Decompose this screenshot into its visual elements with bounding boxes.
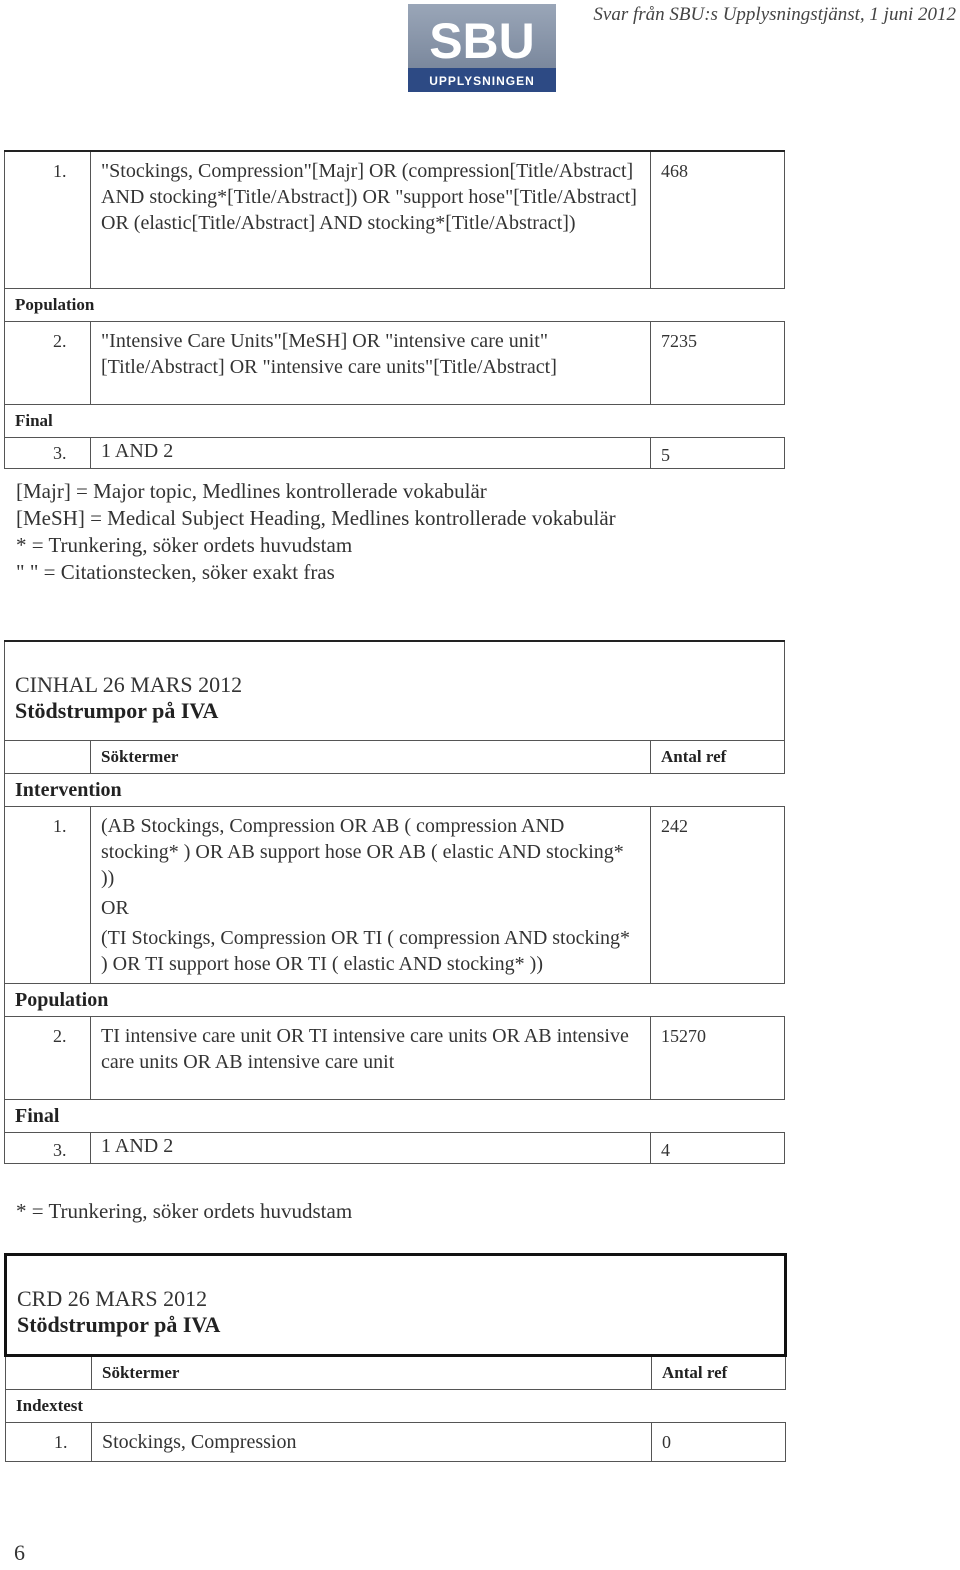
search-query: "Intensive Care Units"[MeSH] OR "intensive care unit"[Title/Abstract] OR "intensive care units"[Title/Abstract] (91, 322, 651, 405)
table-title-row (5, 641, 785, 741)
column-header-count: Antal ref (652, 1356, 786, 1390)
table-row (5, 1100, 785, 1133)
result-count: 0 (652, 1423, 786, 1462)
row-label-final: Final (5, 405, 651, 438)
pubmed-notes (16, 478, 616, 586)
note-line: [MeSH] = Medical Subject Heading, Medlines kontrollerade vokabulär (16, 506, 616, 530)
result-count: 4 (651, 1133, 785, 1164)
table-row (5, 1017, 785, 1100)
search-query-part: (TI Stockings, Compression OR TI ( compression AND stocking* ) OR TI support hose OR TI ( elastic AND stocking* )) (101, 927, 631, 975)
table-row (5, 984, 785, 1017)
pubmed-search-table (4, 150, 785, 469)
sbu-logo (408, 4, 556, 92)
crd-search-table (4, 1253, 787, 1462)
database-name: CRD 26 MARS 2012 (17, 1286, 208, 1311)
row-number: 1. (6, 1423, 92, 1462)
table-row (5, 774, 785, 807)
table-row (5, 807, 785, 984)
table-row (5, 322, 785, 405)
row-number: 1. (5, 807, 91, 984)
row-label-population: Population (5, 984, 651, 1017)
search-topic: Stödstrumpor på IVA (15, 698, 219, 723)
page-number: 6 (14, 1540, 25, 1565)
table-header-row (5, 741, 785, 774)
result-count: 242 (651, 807, 785, 984)
column-header-count: Antal ref (651, 741, 785, 774)
note-line: " " = Citationstecken, söker exakt fras (16, 560, 335, 584)
note-line: [Majr] = Major topic, Medlines kontrollerade vokabulär (16, 479, 487, 503)
table-row (5, 1133, 785, 1164)
row-number: 1. (5, 151, 91, 289)
database-name: CINHAL 26 MARS 2012 (15, 672, 243, 697)
svg-text:SBU: SBU (429, 13, 535, 69)
column-header-terms: Söktermer (91, 741, 651, 774)
table-row (5, 289, 785, 322)
table-row (6, 1390, 786, 1423)
search-query (91, 807, 651, 984)
table-title-row (6, 1255, 786, 1356)
result-count: 468 (651, 151, 785, 289)
row-number: 2. (5, 322, 91, 405)
row-number: 3. (5, 438, 91, 469)
table-row (5, 438, 785, 469)
cinahl-search-table (4, 640, 785, 1164)
table-row (5, 151, 785, 289)
row-number: 2. (5, 1017, 91, 1100)
row-label-population: Population (5, 289, 651, 322)
search-query-operator: OR (101, 897, 129, 919)
result-count: 15270 (651, 1017, 785, 1100)
row-label-intervention: Intervention (5, 774, 651, 807)
search-query: TI intensive care unit OR TI intensive care units OR AB intensive care units OR AB intensive care unit (91, 1017, 651, 1100)
crd-title-cell (6, 1255, 786, 1356)
row-label-indextest: Indextest (6, 1390, 652, 1423)
row-label-final: Final (5, 1100, 651, 1133)
note-line: * = Trunkering, söker ordets huvudstam (16, 533, 353, 557)
table-row (6, 1423, 786, 1462)
search-query-part: (AB Stockings, Compression OR AB ( compression AND stocking* ) OR AB support hose OR AB ( elastic AND stocking* )) (101, 815, 624, 889)
cinahl-note: * = Trunkering, söker ordets huvudstam (16, 1199, 353, 1223)
search-query: 1 AND 2 (91, 1133, 651, 1164)
search-query: "Stockings, Compression"[Majr] OR (compression[Title/Abstract] AND stocking*[Title/Abstract]) OR "support hose"[Title/Abstract] OR (elastic[Title/Abstract] AND stocking*[Title/Abstract]) (91, 151, 651, 289)
table-header-row (6, 1356, 786, 1390)
search-topic: Stödstrumpor på IVA (17, 1312, 221, 1337)
result-count: 5 (651, 438, 785, 469)
column-header-terms: Söktermer (92, 1356, 652, 1390)
search-query: 1 AND 2 (91, 438, 651, 469)
cinahl-title-cell (5, 641, 785, 741)
document-header-subtitle: Svar från SBU:s Upplysningstjänst, 1 juni 2012 (593, 4, 956, 25)
result-count: 7235 (651, 322, 785, 405)
row-number: 3. (5, 1133, 91, 1164)
table-row (5, 405, 785, 438)
svg-text:UPPLYSNINGEN: UPPLYSNINGEN (429, 74, 535, 88)
search-query: Stockings, Compression (92, 1423, 652, 1462)
